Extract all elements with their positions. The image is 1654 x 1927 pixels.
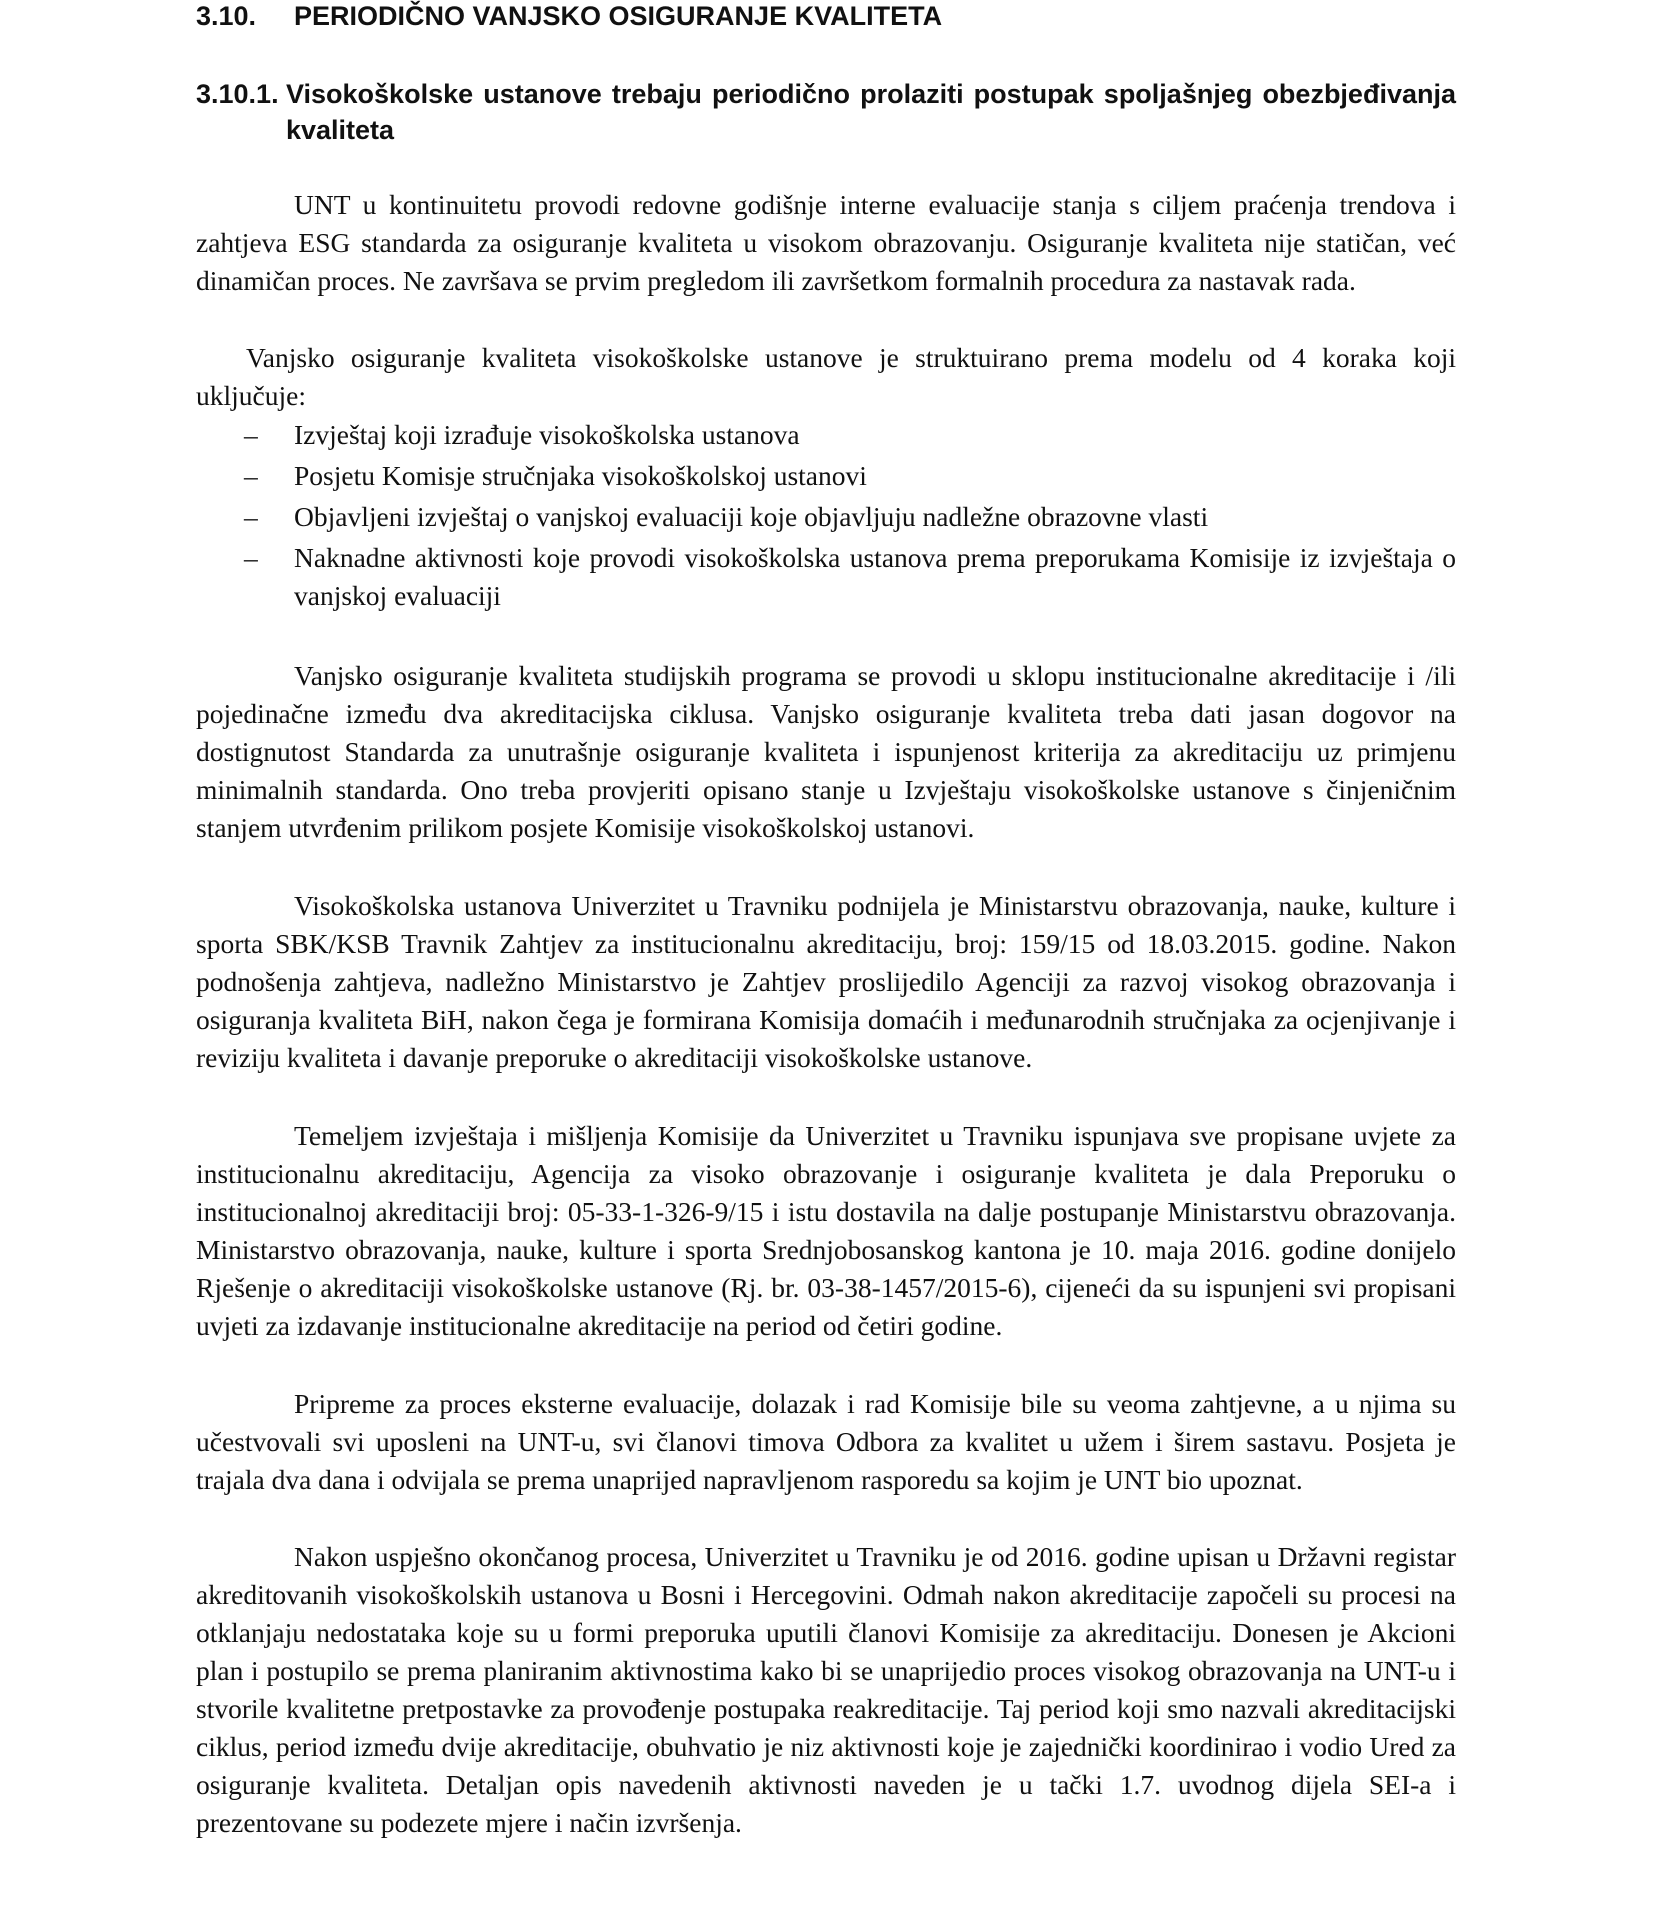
dash-bullet: – bbox=[244, 542, 258, 573]
paragraph-5: Temeljem izvještaja i mišljenja Komisije da Univerzitet u Travniku ispunjava sve propisane uvjete za institucionalnu akreditaciju, Agencija za visoko obrazovanje i osiguranje kvaliteta je dala Preporuku o institucionalnoj akreditaciji broj: 05-33-1-326-9/15 i istu dostavila na dalje postupanje Ministarstvu obrazovanja. Ministarstvo obrazovanja, nauke, kulture i sporta Srednjobosanskog kantona je 10. maja 2016. godine donijelo Rješenje o akreditaciji visokoškolske ustanove (Rj. br. 03-38-1457/2015-6), cijeneći da su ispunjeni svi propisani uvjeti za izdavanje institucionalne akreditacije na period od četiri godine. bbox=[196, 1120, 1456, 1341]
list-item: – Izvještaj koji izrađuje visokoškolska ustanova bbox=[196, 416, 1456, 454]
dash-bullet: – bbox=[244, 460, 258, 491]
section-title: PERIODIČNO VANJSKO OSIGURANJE KVALITETA bbox=[294, 1, 943, 31]
list-item: – Objavljeni izvještaj o vanjskoj evaluaciji koje objavljuju nadležne obrazovne vlasti bbox=[196, 498, 1456, 536]
paragraph-3: Vanjsko osiguranje kvaliteta studijskih programa se provodi u sklopu institucionalne akreditacije i /ili pojedinačne između dva akreditacijska ciklusa. Vanjsko osiguranje kvaliteta treba dati jasan dogovor na dostignutost Standarda za unutrašnje osiguranje kvaliteta i ispunjenost kriterija za akreditaciju uz primjenu minimalnih standarda. Ono treba provjeriti opisano stanje u Izvještaju visokoškolske ustanove s činjeničnim stanjem utvrđenim prilikom posjete Komisije visokoškolskoj ustanovi. bbox=[196, 660, 1456, 843]
paragraph-1: UNT u kontinuitetu provodi redovne godišnje interne evaluacije stanja s ciljem praćenja trendova i zahtjeva ESG standarda za osiguranje kvaliteta u visokom obrazovanju. Osiguranje kvaliteta nije statičan, već dinamičan proces. Ne završava se prvim pregledom ili završetkom formalnih procedura za nastavak rada. bbox=[196, 189, 1456, 296]
subsection-number: 3.10.1. bbox=[196, 79, 279, 109]
paragraph-6: Pripreme za proces eksterne evaluacije, dolazak i rad Komisije bile su veoma zahtjevne, a u njima su učestvovali svi uposleni na UNT-u, svi članovi timova Odbora za kvalitet u užem i širem sastavu. Posjeta je trajala dva dana i odvijala se prema unaprijed napravljenom rasporedu sa kojim je UNT bio upoznat. bbox=[196, 1388, 1456, 1495]
paragraph-4: Visokoškolska ustanova Univerzitet u Travniku podnijela je Ministarstvu obrazovanja, nauke, kulture i sporta SBK/KSB Travnik Zahtjev za institucionalnu akreditaciju, broj: 159/15 od 18.03.2015. godine. Nakon podnošenja zahtjeva, nadležno Ministarstvo je Zahtjev proslijedilo Agenciji za razvoj visokog obrazovanja i osiguranja kvaliteta BiH, nakon čega je formirana Komisija domaćih i međunarodnih stručnjaka za ocjenjivanje i reviziju kvaliteta i davanje preporuke o akreditaciji visokoškolske ustanove. bbox=[196, 890, 1456, 1073]
section-heading bbox=[196, 0, 942, 34]
section-number: 3.10. bbox=[196, 1, 257, 31]
list-item: – Posjetu Komisje stručnjaka visokoškolskoj ustanovi bbox=[196, 457, 1456, 495]
dash-bullet: – bbox=[244, 419, 258, 450]
subsection-heading bbox=[196, 76, 1456, 148]
paragraph-2: Vanjsko osiguranje kvaliteta visokoškolske ustanove je struktuirano prema modelu od 4 koraka koji uključuje: bbox=[196, 342, 1456, 411]
dash-bullet: – bbox=[244, 501, 258, 532]
subsection-title: Visokoškolske ustanove trebaju periodično prolaziti postupak spoljašnjeg obezbjeđivanja kvaliteta bbox=[286, 79, 1456, 145]
paragraph-7: Nakon uspješno okončanog procesa, Univerzitet u Travniku je od 2016. godine upisan u Državni registar akreditovanih visokoškolskih ustanova u Bosni i Hercegovini. Odmah nakon akreditacije započeli su procesi na otklanjaju nedostataka koje su u formi preporuka uputili članovi Komisije za akreditaciju. Donesen je Akcioni plan i postupilo se prema planiranim aktivnostima kako bi se unaprijedio proces visokog obrazovanja na UNT-u i stvorile kvalitetne pretpostavke za provođenje postupaka reakreditacije. Taj period koji smo nazvali akreditacijski ciklus, period između dvije akreditacije, obuhvatio je niz aktivnosti koje je zajednički koordinirao i vodio Ured za osiguranje kvaliteta. Detaljan opis navedenih aktivnosti naveden je u tački 1.7. uvodnog dijela SEI-a i prezentovane su podezete mjere i način izvršenja. bbox=[196, 1541, 1456, 1838]
list-item: – Naknadne aktivnosti koje provodi visokoškolska ustanova prema preporukama Komisije iz izvještaja o vanjskoj evaluaciji bbox=[196, 539, 1456, 615]
steps-list bbox=[196, 416, 1456, 618]
